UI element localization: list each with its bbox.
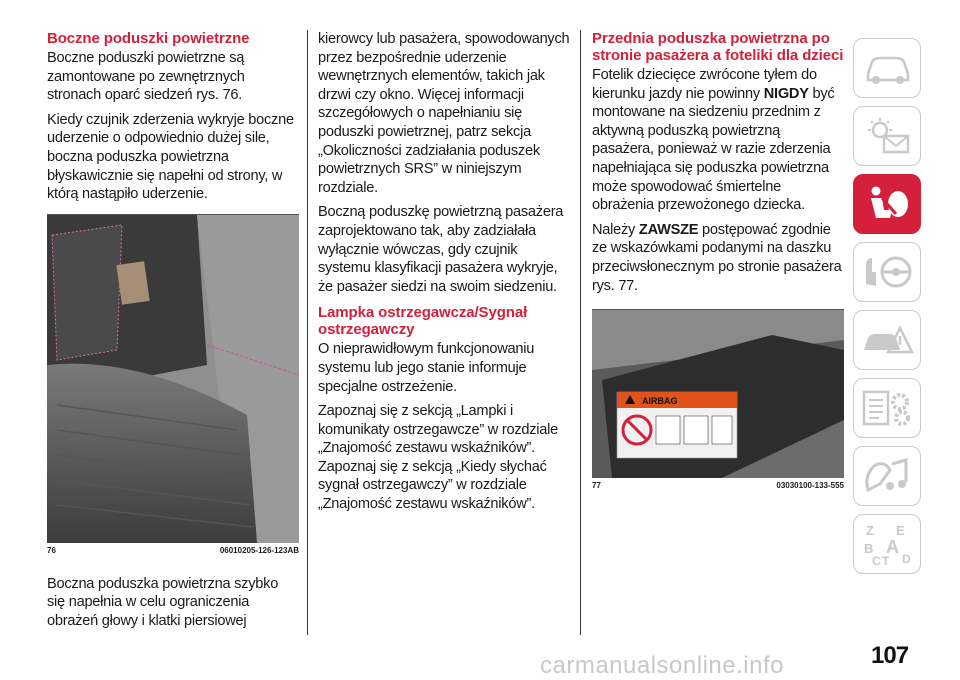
figure-code: 03030100-133-555	[776, 481, 844, 491]
airbag-warning-label	[617, 392, 737, 458]
column-divider	[307, 30, 308, 635]
svg-text:T: T	[882, 554, 890, 567]
section-heading-side-airbags: Boczne poduszki powietrzne	[47, 30, 250, 47]
svg-text:B: B	[864, 541, 874, 556]
section-heading-child-seats: Przednia poduszka powietrzna po stronie pasażera a foteliki dla dzieci	[592, 30, 844, 64]
figure-76	[47, 214, 299, 555]
paragraph: kierowcy lub pasażera, spowodowanych przez bezpośrednie uderzenie wewnętrznych elementów, takich jak drzwi czy okno. Więcej informacji szczegółowych o napełnianiu się poduszki powietrznej, patrz sekcja „Okoliczności zadziałania poduszek powietrznych SRS” w niniejszym rozdziale.	[318, 31, 570, 196]
column-3	[592, 30, 844, 490]
airbag-label-patch	[116, 261, 149, 305]
paragraph: Boczną poduszkę powietrzną pasażera zaprojektowano tak, aby zadziałała wyłącznie wówczas, gdy czujnik systemu klasyfikacji pasażera wykryje, że pasażer siedzi na swoim siedzeniu.	[318, 204, 564, 295]
car-icon	[862, 50, 912, 86]
tab-starting-driving[interactable]	[853, 242, 921, 302]
tab-warning-lights[interactable]	[853, 106, 921, 166]
svg-text:Z: Z	[866, 523, 874, 538]
paragraph: Fotelik dziecięce zwrócone tyłem do kierunku jazdy nie powinny NIGDY być montowane na siedzeniu przednim z aktywną poduszką powietrzną pasażera, ponieważ w razie zderzenia napełniająca się poduszka powietrzna może spowodować śmiertelne obrażenia przewożonego dziecka.	[592, 67, 835, 214]
seat-photo	[47, 215, 299, 543]
breakdown-icon	[860, 320, 914, 360]
multimedia-icon	[860, 456, 914, 496]
emphasis-always: ZAWSZE	[638, 221, 699, 238]
page-number: 107	[871, 642, 909, 669]
tab-index[interactable]	[853, 514, 921, 574]
steering-icon	[860, 252, 914, 292]
figure-caption	[47, 546, 299, 555]
column-2	[318, 30, 571, 520]
figure-number: 77	[592, 481, 601, 491]
tab-multimedia[interactable]	[853, 446, 921, 506]
tab-maintenance[interactable]	[853, 378, 921, 438]
column-divider	[580, 30, 581, 635]
column-1	[47, 30, 299, 637]
maintenance-icon	[860, 388, 914, 428]
chapter-tabs	[853, 38, 923, 582]
index-icon	[860, 521, 914, 567]
emphasis-never: NIGDY	[763, 85, 809, 102]
svg-text:A: A	[886, 537, 899, 557]
svg-text:C: C	[872, 554, 881, 567]
paragraph: Boczne poduszki powietrzne są zamontowane po zewnętrznych stronach oparć siedzeń rys. 76.	[47, 50, 245, 104]
svg-text:D: D	[902, 552, 911, 566]
airbag-label-text: AIRBAG	[642, 396, 678, 407]
paragraph: O nieprawidłowym funkcjonowaniu systemu lub jego stanie informuje specjalne ostrzeżenie.	[318, 341, 535, 395]
paragraph: Kiedy czujnik zderzenia wykryje boczne uderzenie o odpowiednio dużej sile, boczna poduszka powietrzna błyskawicznie się napełni od strony, w którą nastąpiło uderzenie.	[47, 111, 294, 203]
airbag-icon	[862, 184, 912, 224]
sun-visor-photo	[592, 310, 844, 478]
section-heading-warning-light: Lampka ostrzegawcza/Sygnał ostrzegawczy	[318, 304, 528, 339]
svg-text:E: E	[896, 523, 905, 538]
figure-77	[592, 309, 844, 490]
paragraph: Boczna poduszka powietrzna szybko się napełnia w celu ograniczenia obrażeń głowy i klatki piersiowej	[47, 575, 279, 629]
figure-caption	[592, 481, 844, 490]
figure-number: 76	[47, 545, 56, 555]
tab-safety[interactable]	[853, 174, 921, 234]
paragraph: Należy ZAWSZE postępować zgodnie ze wskazówkami podanymi na daszku przeciwsłonecznym po stronie pasażera rys. 77.	[592, 221, 842, 294]
figure-code: 06010205-126-123AB	[219, 545, 299, 555]
tab-car[interactable]	[853, 38, 921, 98]
tab-emergency[interactable]	[853, 310, 921, 370]
paragraph: Zapoznaj się z sekcją „Lampki i komunikaty ostrzegawcze” w rozdziale „Znajomość zestawu wskaźników”. Zapoznaj się z sekcją „Kiedy słychać sygnał ostrzegawczy” w rozdziale „Znajomość zestawu wskaźników”.	[318, 403, 558, 513]
warning-lights-icon	[862, 116, 912, 156]
watermark: carmanualsonline.info	[540, 652, 784, 679]
